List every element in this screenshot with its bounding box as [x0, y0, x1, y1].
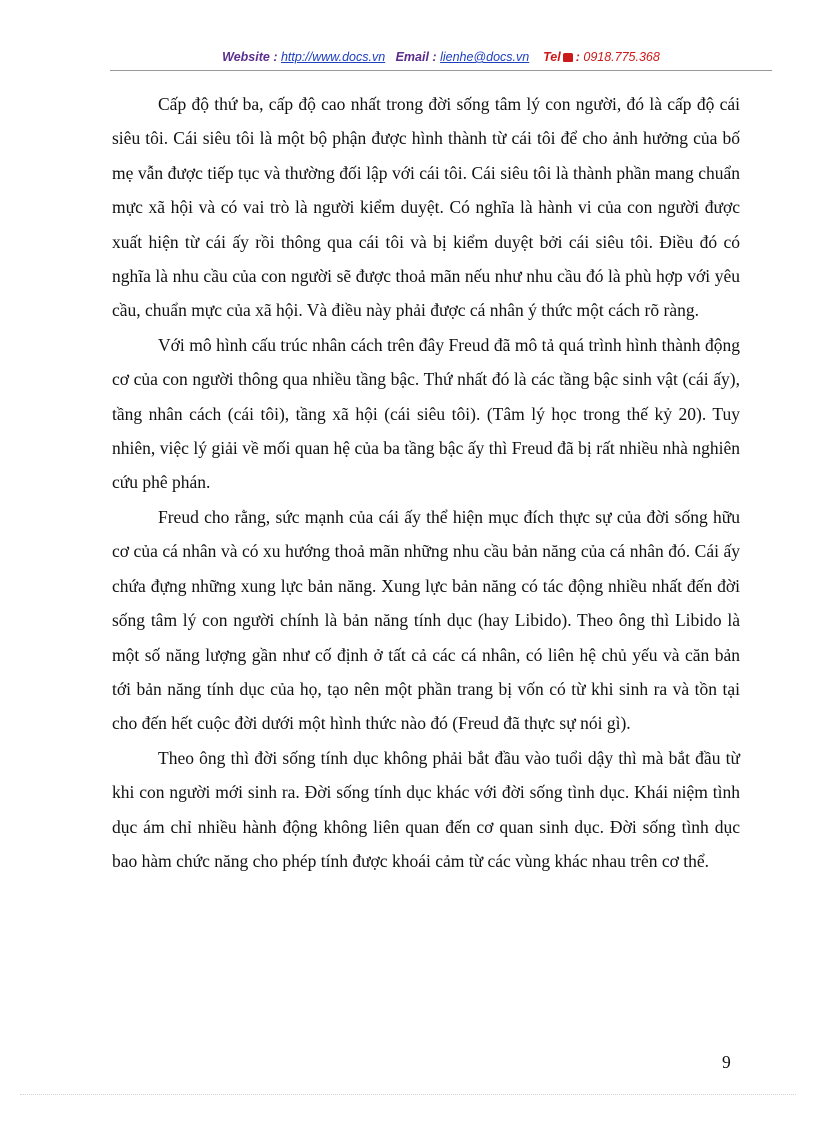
page-bottom-divider: [20, 1094, 796, 1095]
email-label: Email: [395, 50, 429, 64]
header-divider: [110, 70, 772, 71]
paragraph-4: Theo ông thì đời sống tính dục không phải bắt đầu vào tuổi dậy thì mà bắt đầu từ khi con người mới sinh ra. Đời sống tính dục khác với đời sống tình dục. Khái niệm tình dục ám chỉ nhiều hành động không liên quan đến cơ quan sinh dục. Đời sống tình dục bao hàm chức năng cho phép tính được khoái cảm từ các vùng khác nhau trên cơ thể.: [112, 747, 740, 871]
document-body: [112, 87, 740, 878]
website-label: Website: [222, 50, 270, 64]
email-link[interactable]: lienhe@docs.vn: [440, 50, 530, 64]
tel-label: Tel: [543, 50, 561, 64]
paragraph-1: Cấp độ thứ ba, cấp độ cao nhất trong đời sống tâm lý con người, đó là cấp độ cái siêu tôi. Cái siêu tôi là một bộ phận được hình thành từ cái tôi để cho ảnh hưởng của bố mẹ vẫn được tiếp tục và thường đối lập với cái tôi. Cái siêu tôi là thành phần mang chuẩn mực xã hội và có vai trò là người kiểm duyệt. Có nghĩa là hành vi của con người được xuất hiện từ cái ấy rồi thông qua cái tôi và bị kiểm duyệt bởi cái siêu tôi. Điều đó có nghĩa là nhu cầu của con người sẽ được thoả mãn nếu như nhu cầu đó là phù hợp với yêu cầu, chuẩn mực của xã hội. Và điều này phải được cá nhân ý thức một cách rõ ràng.: [112, 94, 740, 321]
website-separator: :: [269, 50, 281, 64]
tel-separator: :: [575, 50, 580, 64]
paragraph-3: Freud cho rằng, sức mạnh của cái ấy thể hiện mục đích thực sự của đời sống hữu cơ của cá nhân và có xu hướng thoả mãn những nhu cầu bản năng của cá nhân đó. Cái ấy chứa đựng những xung lực bản năng. Xung lực bản năng có tác động nhiều nhất đến đời sống tâm lý con người chính là bản năng tính dục (hay Libido). Theo ông thì Libido là một số năng lượng gần như cố định ở tất cả các cá nhân, có liên hệ chủ yếu và căn bản tới bản năng tính dục của họ, tạo nên một phần trang bị vốn có từ khi sinh ra và tồn tại cho đến hết cuộc đời dưới một hình thức nào đó (Freud đã thực sự nói gì).: [112, 506, 740, 734]
tel-number: 0918.775.368: [583, 50, 660, 64]
page-header: [110, 50, 772, 64]
phone-icon: [563, 53, 573, 62]
website-link[interactable]: http://www.docs.vn: [280, 50, 386, 64]
page-number: 9: [722, 1052, 731, 1072]
email-separator: :: [428, 50, 441, 64]
paragraph-2: Với mô hình cấu trúc nhân cách trên đây Freud đã mô tả quá trình hình thành động cơ của con người thông qua nhiều tầng bậc. Thứ nhất đó là các tầng bậc sinh vật (cái ấy), tầng nhân cách (cái tôi), tầng xã hội (cái siêu tôi). (Tâm lý học trong thế kỷ 20). Tuy nhiên, việc lý giải về mối quan hệ của ba tầng bậc ấy thì Freud đã bị rất nhiều nhà nghiên cứu phê phán.: [112, 334, 740, 493]
